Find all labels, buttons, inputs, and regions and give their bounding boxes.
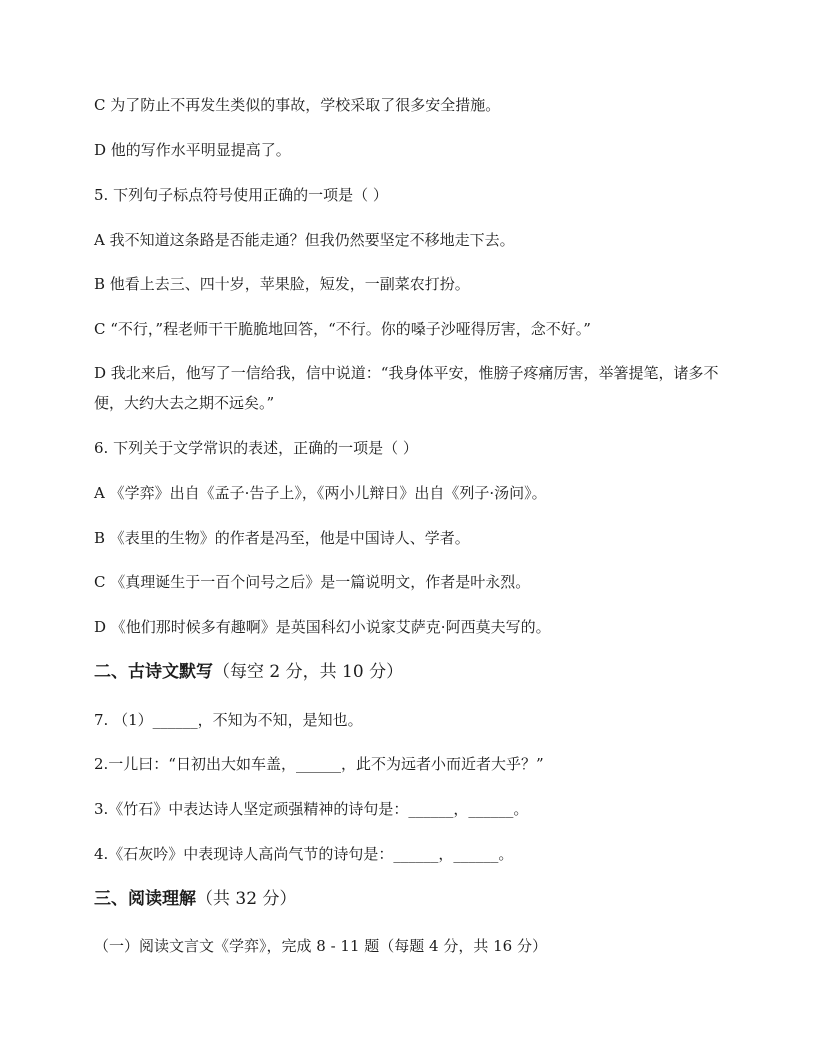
question-7-1: 7. （1）______，不知为不知，是知也。 <box>94 711 363 729</box>
option-5a: A 我不知道这条路是否能走通？但我仍然要坚定不移地走下去。 <box>94 231 515 249</box>
question-7-3: 3.《竹石》中表达诗人坚定顽强精神的诗句是：______，______。 <box>94 800 529 818</box>
option-5c: C “不行，”程老师干干脆脆地回答，“不行。你的嗓子沙哑得厉害，念不好。” <box>94 320 591 338</box>
question-6: 6. 下列关于文学常识的表述，正确的一项是（ ） <box>94 439 418 457</box>
option-6c: C 《真理诞生于一百个问号之后》是一篇说明文，作者是叶永烈。 <box>94 573 531 591</box>
option-6b: B 《表里的生物》的作者是冯至，他是中国诗人、学者。 <box>94 529 470 547</box>
option-5b: B 他看上去三、四十岁，苹果脸，短发，一副菜农打扮。 <box>94 275 470 293</box>
option-6d: D 《他们那时候多有趣啊》是英国科幻小说家艾萨克·阿西莫夫写的。 <box>94 618 551 636</box>
section-2-scoring: （每空 2 分，共 10 分） <box>213 662 404 682</box>
section-2-heading <box>94 658 403 686</box>
option-6a: A 《学弈》出自《孟子·告子上》，《两小儿辩日》出自《列子·汤问》。 <box>94 484 547 502</box>
section-3-scoring: （共 32 分） <box>196 889 297 909</box>
option-5d: D 我北来后，他写了一信给我，信中说道：“我身体平安，惟膀子疼痛厉害，举箸提笔，诸多不便，大约大去之期不远矣。” <box>94 364 719 412</box>
question-5: 5. 下列句子标点符号使用正确的一项是（ ） <box>94 186 388 204</box>
section-3-title: 三、阅读理解 <box>94 889 196 909</box>
section-3-heading <box>94 885 296 913</box>
reading-intro: （一）阅读文言文《学弈》，完成 8 - 11 题（每题 4 分，共 16 分） <box>94 937 547 955</box>
section-2-title: 二、古诗文默写 <box>94 662 213 682</box>
option-4c: C 为了防止不再发生类似的事故，学校采取了很多安全措施。 <box>94 96 501 114</box>
option-4d: D 他的写作水平明显提高了。 <box>94 141 291 159</box>
question-7-4: 4.《石灰吟》中表现诗人高尚气节的诗句是：______，______。 <box>94 845 514 863</box>
question-7-2: 2.一儿曰：“日初出大如车盖，______，此不为远者小而近者大乎？” <box>94 755 544 773</box>
